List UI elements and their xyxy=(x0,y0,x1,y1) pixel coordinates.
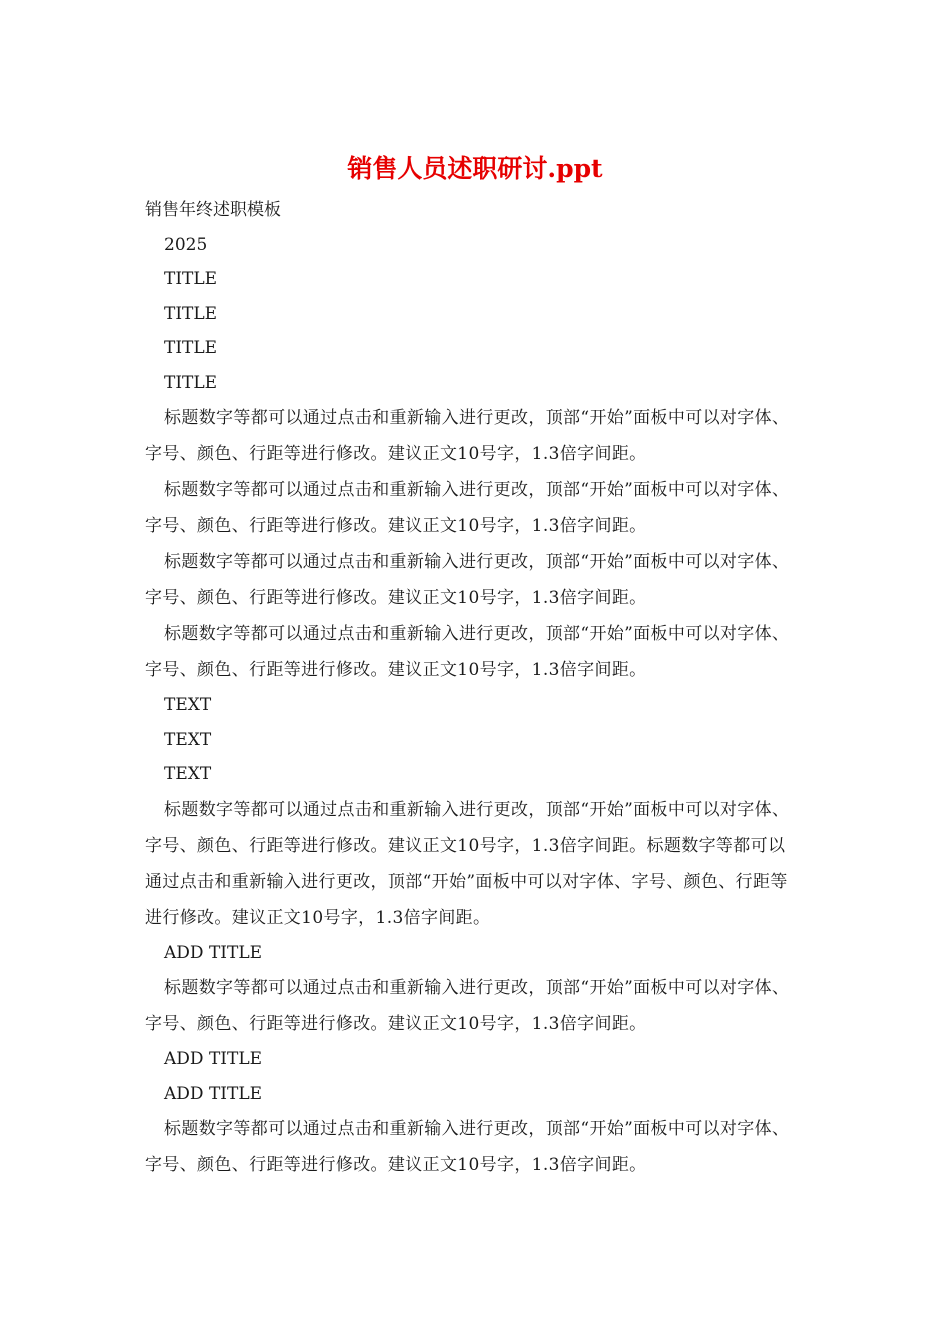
heading-line: ADD TITLE xyxy=(164,1049,263,1069)
heading-line: TEXT xyxy=(164,729,212,750)
body-paragraph: 标题数字等都可以通过点击和重新输入进行更改，顶部“开始”面板中可以对字体、字号、颜色、行距等进行修改。建议正文10号字，1.3倍字间距。 xyxy=(145,1119,790,1175)
heading-line: TITLE xyxy=(164,338,218,358)
body-paragraph: 标题数字等都可以通过点击和重新输入进行更改，顶部“开始”面板中可以对字体、字号、颜色、行距等进行修改。建议正文10号字，1.3倍字间距。 xyxy=(145,624,790,680)
heading-line: 2025 xyxy=(164,234,208,255)
heading-line: ADD TITLE xyxy=(164,1083,263,1104)
heading-line: ADD TITLE xyxy=(164,942,263,963)
body-paragraph: 标题数字等都可以通过点击和重新输入进行更改，顶部“开始”面板中可以对字体、字号、颜色、行距等进行修改。建议正文10号字，1.3倍字间距。 xyxy=(145,552,790,608)
document-title: 销售人员述职研讨.ppt xyxy=(347,154,603,183)
heading-line: TITLE xyxy=(164,372,218,393)
heading-line: TITLE xyxy=(164,269,218,289)
heading-line: TEXT xyxy=(164,764,212,784)
document-subtitle: 销售年终述职模板 xyxy=(145,200,281,220)
heading-line: TEXT xyxy=(164,695,212,715)
body-paragraph: 标题数字等都可以通过点击和重新输入进行更改，顶部“开始”面板中可以对字体、字号、颜色、行距等进行修改。建议正文10号字，1.3倍字间距。标题数字等都可以通过点击和重新输入进行更改，顶部“开始”面板中可以对字体、字号、颜色、行距等进行修改。建议正文10号字，1.3倍字间距。 xyxy=(145,799,790,928)
document-body xyxy=(145,193,800,1183)
body-paragraph: 标题数字等都可以通过点击和重新输入进行更改，顶部“开始”面板中可以对字体、字号、颜色、行距等进行修改。建议正文10号字，1.3倍字间距。 xyxy=(145,480,790,536)
body-paragraph: 标题数字等都可以通过点击和重新输入进行更改，顶部“开始”面板中可以对字体、字号、颜色、行距等进行修改。建议正文10号字，1.3倍字间距。 xyxy=(145,408,790,464)
body-paragraph: 标题数字等都可以通过点击和重新输入进行更改，顶部“开始”面板中可以对字体、字号、颜色、行距等进行修改。建议正文10号字，1.3倍字间距。 xyxy=(145,978,790,1034)
heading-line: TITLE xyxy=(164,303,218,324)
